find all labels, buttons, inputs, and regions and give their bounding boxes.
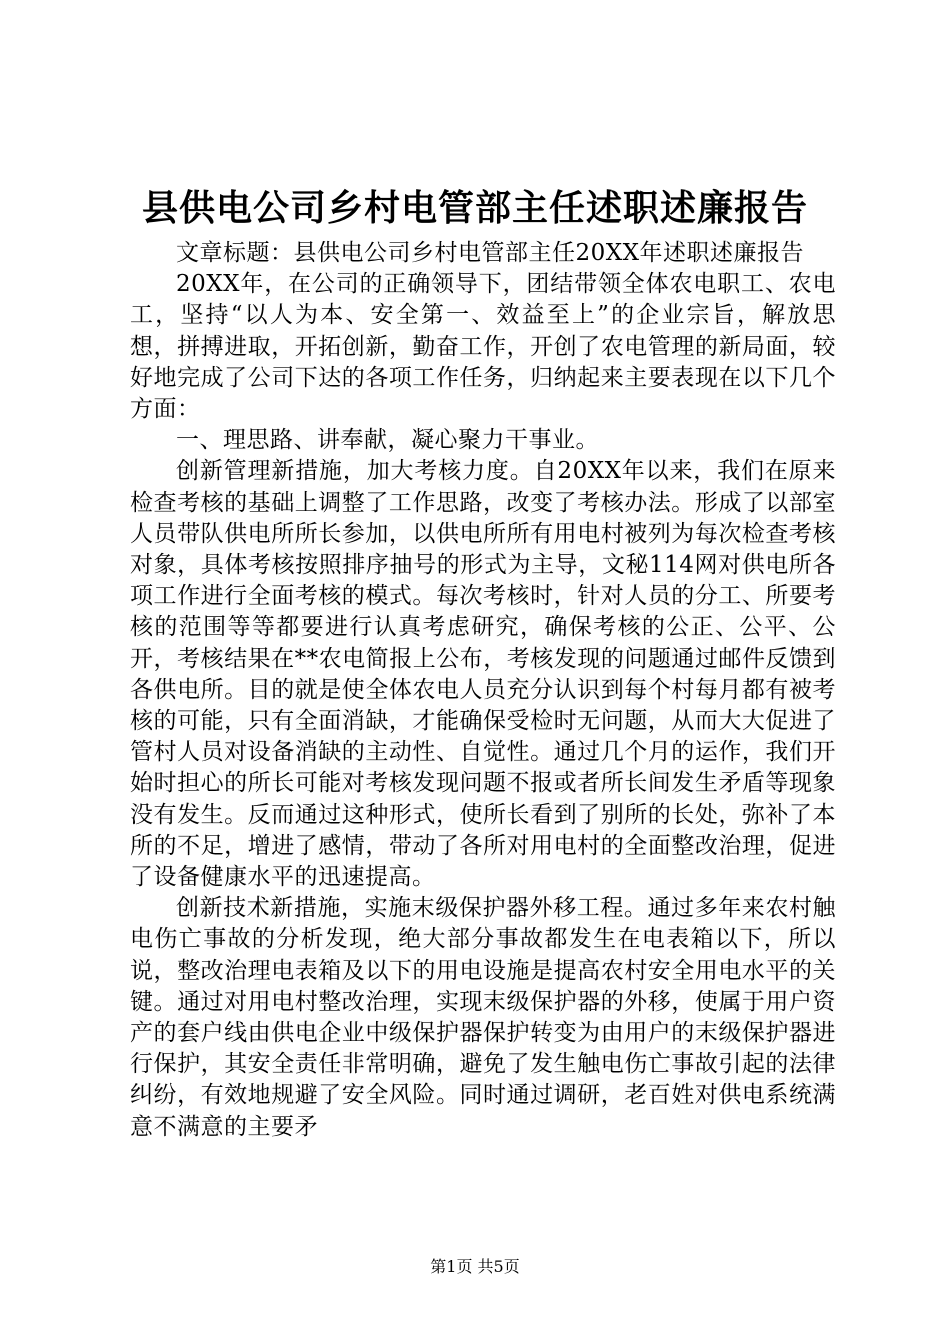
page-number-footer: 第1页 共5页: [430, 1257, 520, 1276]
management-paragraph: 创新管理新措施，加大考核力度。自20XX年以来，我们在原来检查考核的基础上调整了工作思路，改变了考核办法。形成了以部室人员带队供电所所长参加，以供电所所有用电村被列为每次检查考核对象，具体考核按照排序抽号的形式为主导，文秘114网对供电所各项工作进行全面考核的模式。每次考核时，针对人员的分工、所要考核的范围等等都要进行认真考虑研究，确保考核的公正、公平、公开，考核结果在**农电简报上公布，考核发现的问题通过邮件反馈到各供电所。目的就是使全体农电人员充分认识到每个村每月都有被考核的可能，只有全面消缺，才能确保受检时无问题，从而大大促进了管村人员对设备消缺的主动性、自觉性。通过几个月的运作，我们开始时担心的所长可能对考核发现问题不报或者所长间发生矛盾等现象没有发生。反而通过这种形式，使所长看到了别所的长处，弥补了本所的不足，增进了感情，带动了各所对用电村的全面整改治理，促进了设备健康水平的迅速提高。: [130, 458, 836, 891]
article-title-paragraph: 文章标题：县供电公司乡村电管部主任20XX年述职述廉报告: [176, 240, 805, 266]
document-title: 县供电公司乡村电管部主任述职述廉报告: [141, 188, 808, 229]
technology-paragraph: 创新技术新措施，实施末级保护器外移工程。通过多年来农村触电伤亡事故的分析发现，绝大部分事故都发生在电表箱以下，所以说，整改治理电表箱及以下的用电设施是提高农村安全用电水平的关键。通过对用电村整改治理，实现末级保护器的外移，使属于用户资产的套户线由供电企业中级保护器保护转变为由用户的末级保护器进行保护，其安全责任非常明确，避免了发生触电伤亡事故引起的法律纠纷，有效地规避了安全风险。同时通过调研，老百姓对供电系统满意不满意的主要矛: [130, 895, 836, 1140]
document-body: [130, 238, 836, 1143]
section-heading: 一、理思路、讲奉献，凝心聚力干事业。: [176, 427, 599, 454]
intro-paragraph: 20XX年，在公司的正确领导下，团结带领全体农电职工、农电工，坚持“以人为本、安全第一、效益至上”的企业宗旨，解放思想，拼搏进取，开拓创新，勤奋工作，开创了农电管理的新局面，较好地完成了公司下达的各项工作任务，归纳起来主要表现在以下几个方面：: [130, 271, 836, 423]
